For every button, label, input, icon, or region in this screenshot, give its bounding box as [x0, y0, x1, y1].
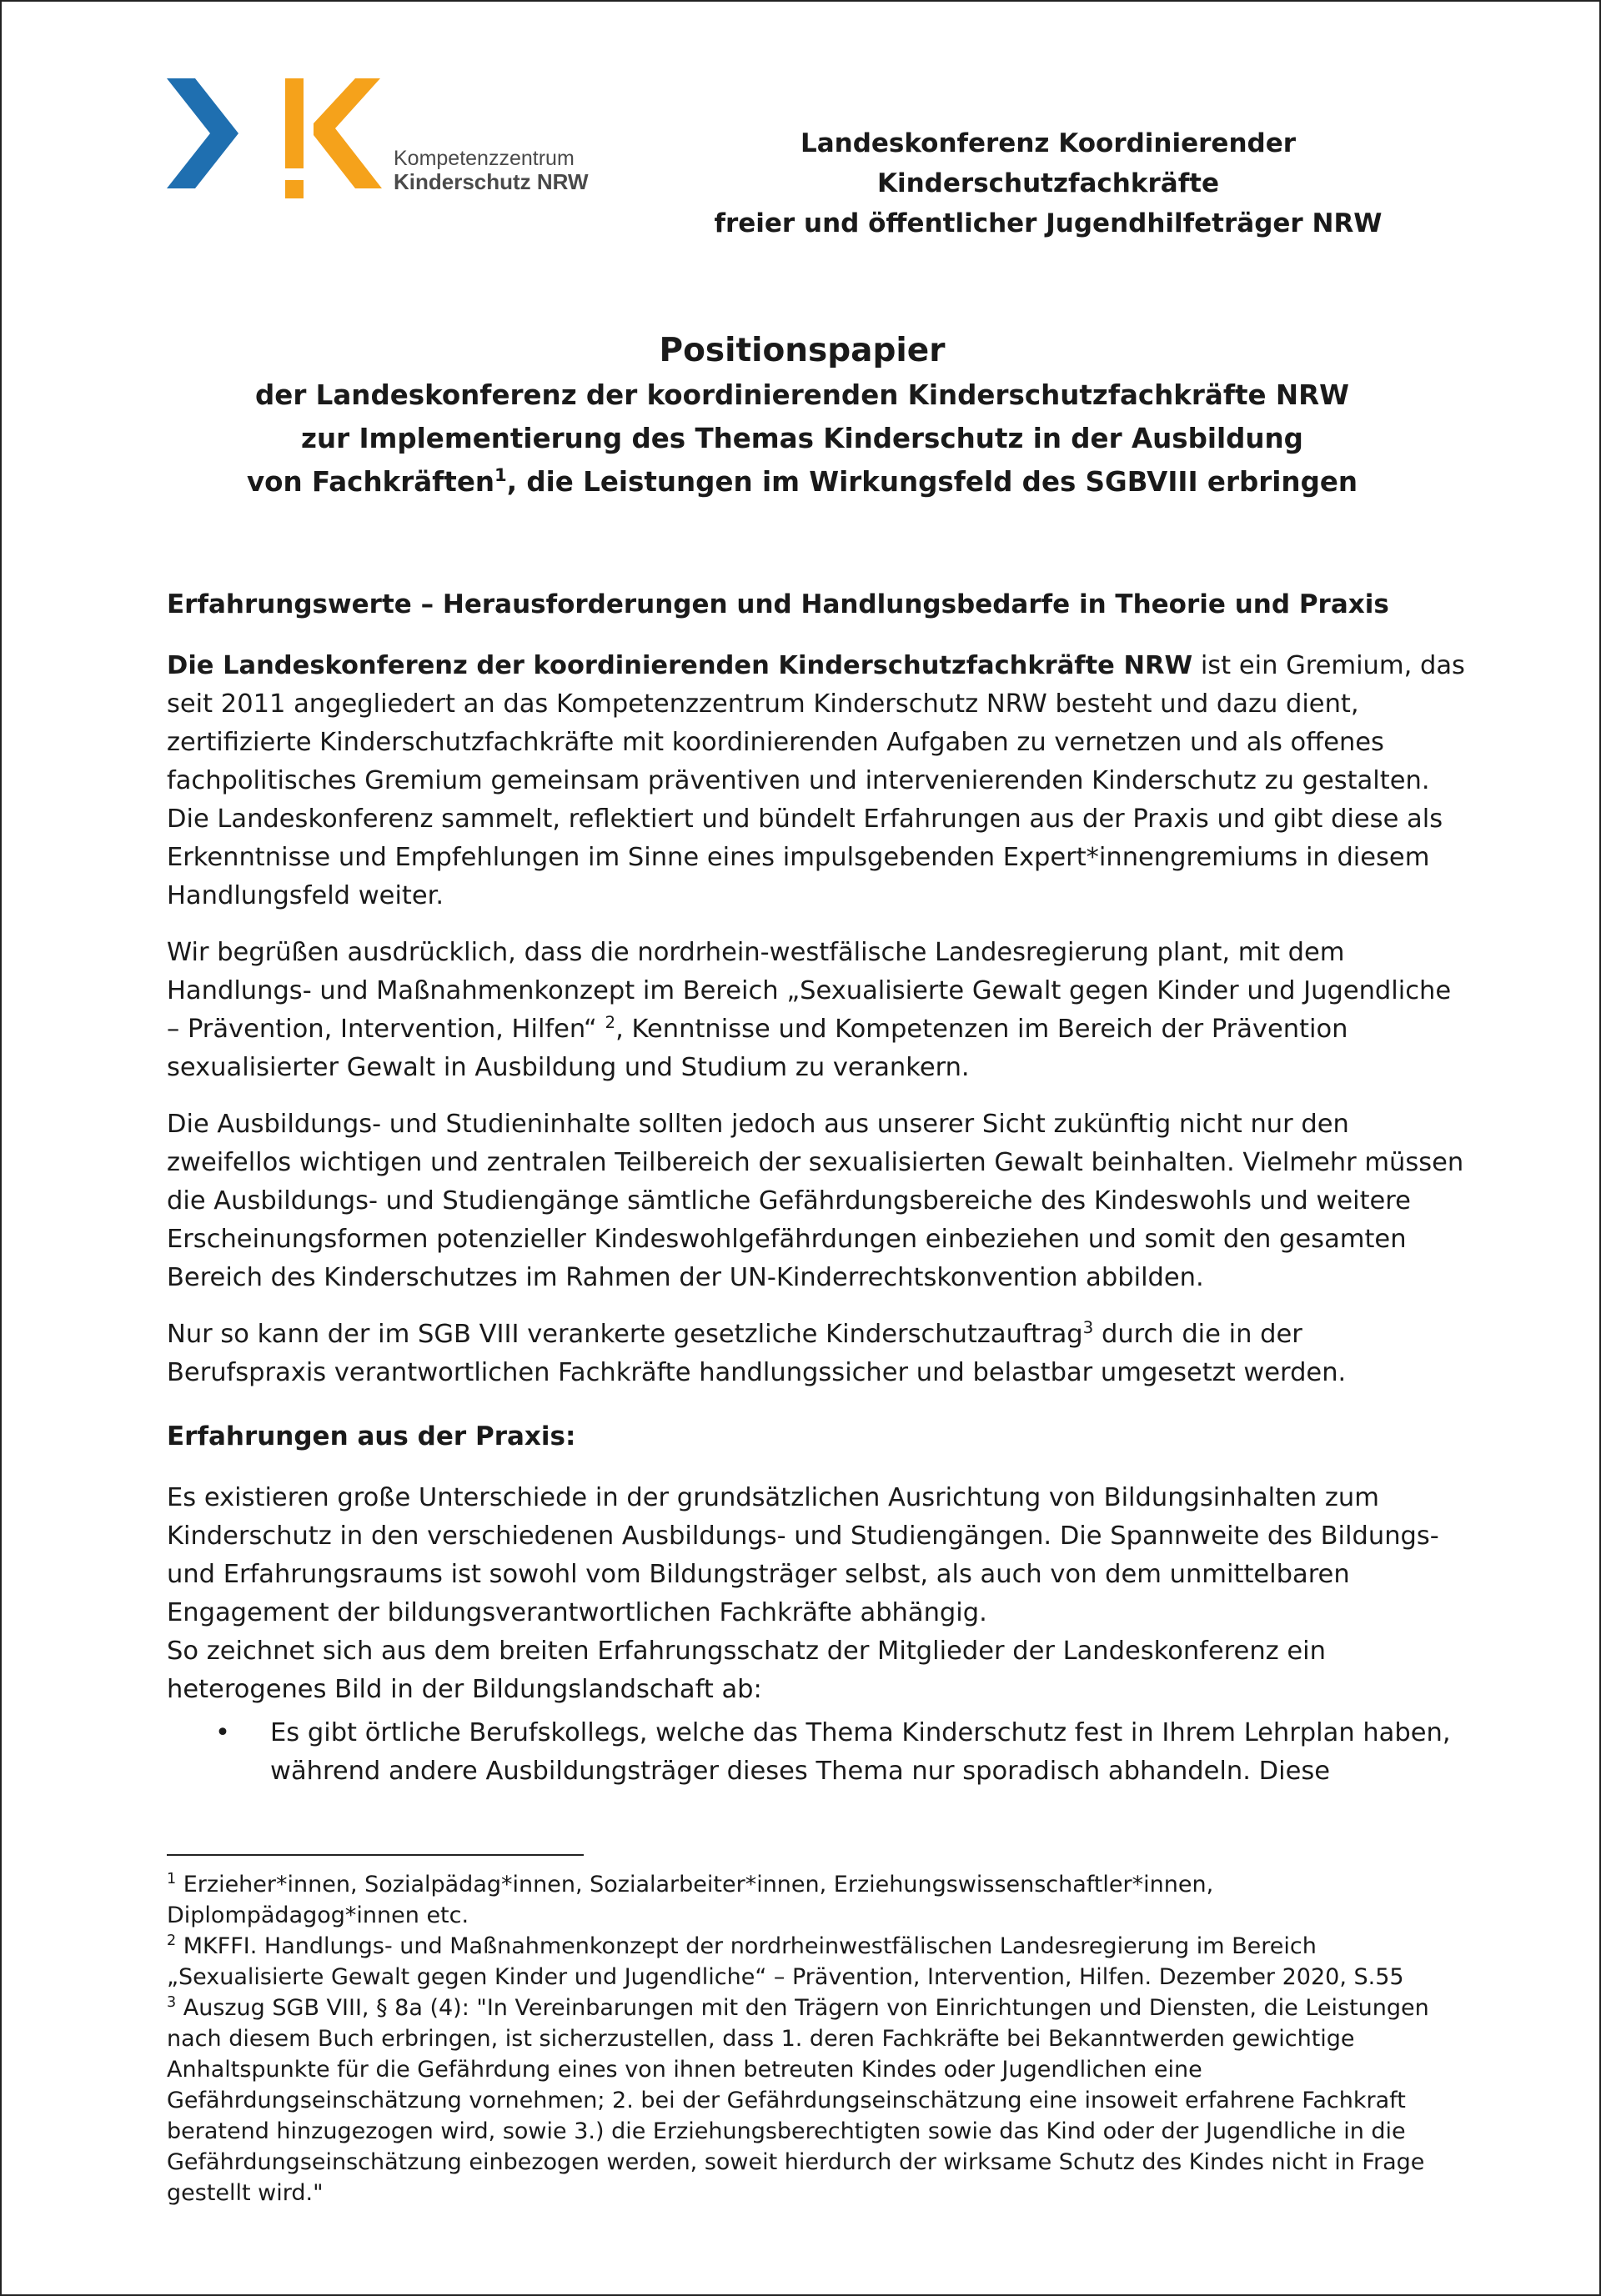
- paragraph-text: Wir begrüßen ausdrücklich, dass die nordrhein-westfälische Landesregierung plant, mit dem Handlungs- und Maßnahmenkonzept im Bereich „Sexualisierte Gewalt gegen Kinder und Jugendliche – Prävention, Intervention, Hilfen“: [167, 938, 1452, 1044]
- footnote-number: 2: [167, 1933, 177, 1949]
- footnote-text: Erzieher*innen, Sozialpädag*innen, Sozialarbeiter*innen, Erziehungswissenschaftler*innen, Diplompädagog*innen etc.: [167, 1872, 1214, 1928]
- paragraph-text: Nur so kann der im SGB VIII verankerte gesetzliche Kinderschutzauftrag: [167, 1320, 1083, 1349]
- paragraph-text: durch die in der Berufspraxis verantwortlichen Fachkräfte handlungssicher und belastbar umgesetzt werden.: [167, 1320, 1347, 1387]
- subtitle-line-3: [160, 460, 1444, 504]
- footnote-2: [167, 1931, 1468, 1993]
- footnote-divider: [167, 1854, 584, 1856]
- section-heading-erfahrungswerte: Erfahrungswerte – Herausforderungen und Handlungsbedarfe in Theorie und Praxis: [167, 589, 1389, 619]
- bullet-list: [167, 1714, 1468, 1791]
- kompetenzzentrum-logo: [167, 78, 600, 228]
- footnotes: [167, 1854, 1468, 2208]
- org-line-1: Landeskonferenz Koordinierender Kinderschutzfachkräfte: [800, 128, 1297, 198]
- paragraph-bildungslandschaft: So zeichnet sich aus dem breiten Erfahrungsschatz der Mitglieder der Landeskonferenz ein heterogenes Bild in der Bildungslandschaft ab:: [167, 1637, 1326, 1704]
- section-heading-praxis: Erfahrungen aus der Praxis:: [167, 1421, 576, 1451]
- footnote-1: [167, 1869, 1468, 1931]
- footnote-ref-2[interactable]: 2: [605, 1012, 616, 1032]
- paragraph-text: ist ein Gremium, das seit 2011 angegliedert an das Kompetenzzentrum Kinderschutz NRW besteht und dazu dient, zertifizierte Kinderschutzfachkräfte mit koordinierenden Aufgaben zu vernetzen und als offenes fachpolitisches Gremium gemeinsam präventiven und intervenierenden Kinderschutz zu gestalten. Die Landeskonferenz sammelt, reflektiert und bündelt Erfahrungen aus der Praxis und gibt diese als Erkenntnisse und Empfehlungen im Sinne eines impulsgebenden Expert*innengremiums in diesem Handlungsfeld weiter.: [167, 651, 1465, 910]
- subtitle-line-1: der Landeskonferenz der koordinierenden Kinderschutzfachkräfte NRW: [255, 379, 1349, 411]
- logo-line-2: Kinderschutz NRW: [394, 169, 589, 194]
- paragraph-lead: Die Landeskonferenz der koordinierenden Kinderschutzfachkräfte NRW: [167, 651, 1193, 680]
- organization-header: [635, 123, 1461, 243]
- org-line-2: freier und öffentlicher Jugendhilfeträger NRW: [714, 208, 1383, 238]
- paragraph-ausbildungsinhalte: Die Ausbildungs- und Studieninhalte sollten jedoch aus unserer Sicht zukünftig nicht nur den zweifellos wichtigen und zentralen Teilbereich der sexualisierten Gewalt beinhalten. Vielmehr müssen die Ausbildungs- und Studiengänge sämtliche Gefährdungsbereiche des Kindeswohls und weitere Erscheinungsformen potenzieller Kindeswohlgefährdungen einbeziehen und somit den gesamten Bereich des Kinderschutzes im Rahmen der UN-Kinderrechtskonvention abbilden.: [167, 1110, 1464, 1292]
- paragraph-kinderschutzauftrag: [167, 1316, 1468, 1392]
- subtitle-line-2: zur Implementierung des Themas Kinderschutz in der Ausbildung: [301, 423, 1303, 454]
- footnote-3: [167, 1993, 1468, 2208]
- paragraph-landesregierung: [167, 934, 1468, 1087]
- footnote-number: 3: [167, 1994, 177, 2011]
- footnote-ref-1[interactable]: 1: [494, 464, 507, 486]
- footnote-ref-3[interactable]: 3: [1082, 1317, 1094, 1337]
- paragraph-unterschiede: Es existieren große Unterschiede in der grundsätzlichen Ausrichtung von Bildungsinhalten zum Kinderschutz in den verschiedenen Ausbildungs- und Studiengängen. Die Spannweite des Bildungs- und Erfahrungsraums ist sowohl vom Bildungsträger selbst, als auch von dem unmittelbaren Engagement der bildungsverantwortlichen Fachkräfte abhängig.: [167, 1483, 1439, 1627]
- footnote-text: Auszug SGB VIII, § 8a (4): "In Vereinbarungen mit den Trägern von Einrichtungen und Diensten, die Leistungen nach diesem Buch erbringen, ist sicherzustellen, dass 1. deren Fachkräfte bei Bekanntwerden gewichtige Anhaltspunkte für die Gefährdung eines von ihnen betreuten Kindes oder Jugendlichen eine Gefährdungseinschätzung vornehmen; 2. bei der Gefährdungseinschätzung eine insoweit erfahrene Fachkraft beratend hinzugezogen wird, sowie 3.) die Erziehungsberechtigten sowie das Kind oder der Jugendliche in die Gefährdungseinschätzung einbezogen werden, soweit hierdurch der wirksame Schutz des Kindes nicht in Frage gestellt wird.": [167, 1995, 1429, 2206]
- body-content: [167, 585, 1468, 1791]
- paragraph-text: , Kenntnisse und Kompetenzen im Bereich der Prävention sexualisierter Gewalt in Ausbildung und Studium zu verankern.: [167, 1015, 1348, 1082]
- logo-line-1: Kompetenzzentrum: [394, 147, 575, 170]
- document-title: Positionspapier: [659, 332, 946, 369]
- subtitle-line-3-b: , die Leistungen im Wirkungsfeld des SGBVIII erbringen: [506, 466, 1358, 498]
- paragraph-landeskonferenz: [167, 647, 1468, 915]
- title-block: [160, 328, 1444, 504]
- logo-wordmark: [394, 147, 589, 193]
- footnote-number: 1: [167, 1871, 177, 1887]
- subtitle-line-3-a: von Fachkräften: [246, 466, 495, 498]
- logo-mark-icon: [167, 78, 384, 228]
- list-item: • Es gibt örtliche Berufskollegs, welche das Thema Kinderschutz fest in Ihrem Lehrplan haben, während andere Ausbildungsträger dieses Thema nur sporadisch abhandeln. Diese: [167, 1714, 1468, 1791]
- footnote-text: MKFFI. Handlungs- und Maßnahmenkonzept der nordrheinwestfälischen Landesregierung im Bereich „Sexualisierte Gewalt gegen Kinder und Jugendliche“ – Prävention, Intervention, Hilfen. Dezember 2020, S.55: [167, 1933, 1404, 1990]
